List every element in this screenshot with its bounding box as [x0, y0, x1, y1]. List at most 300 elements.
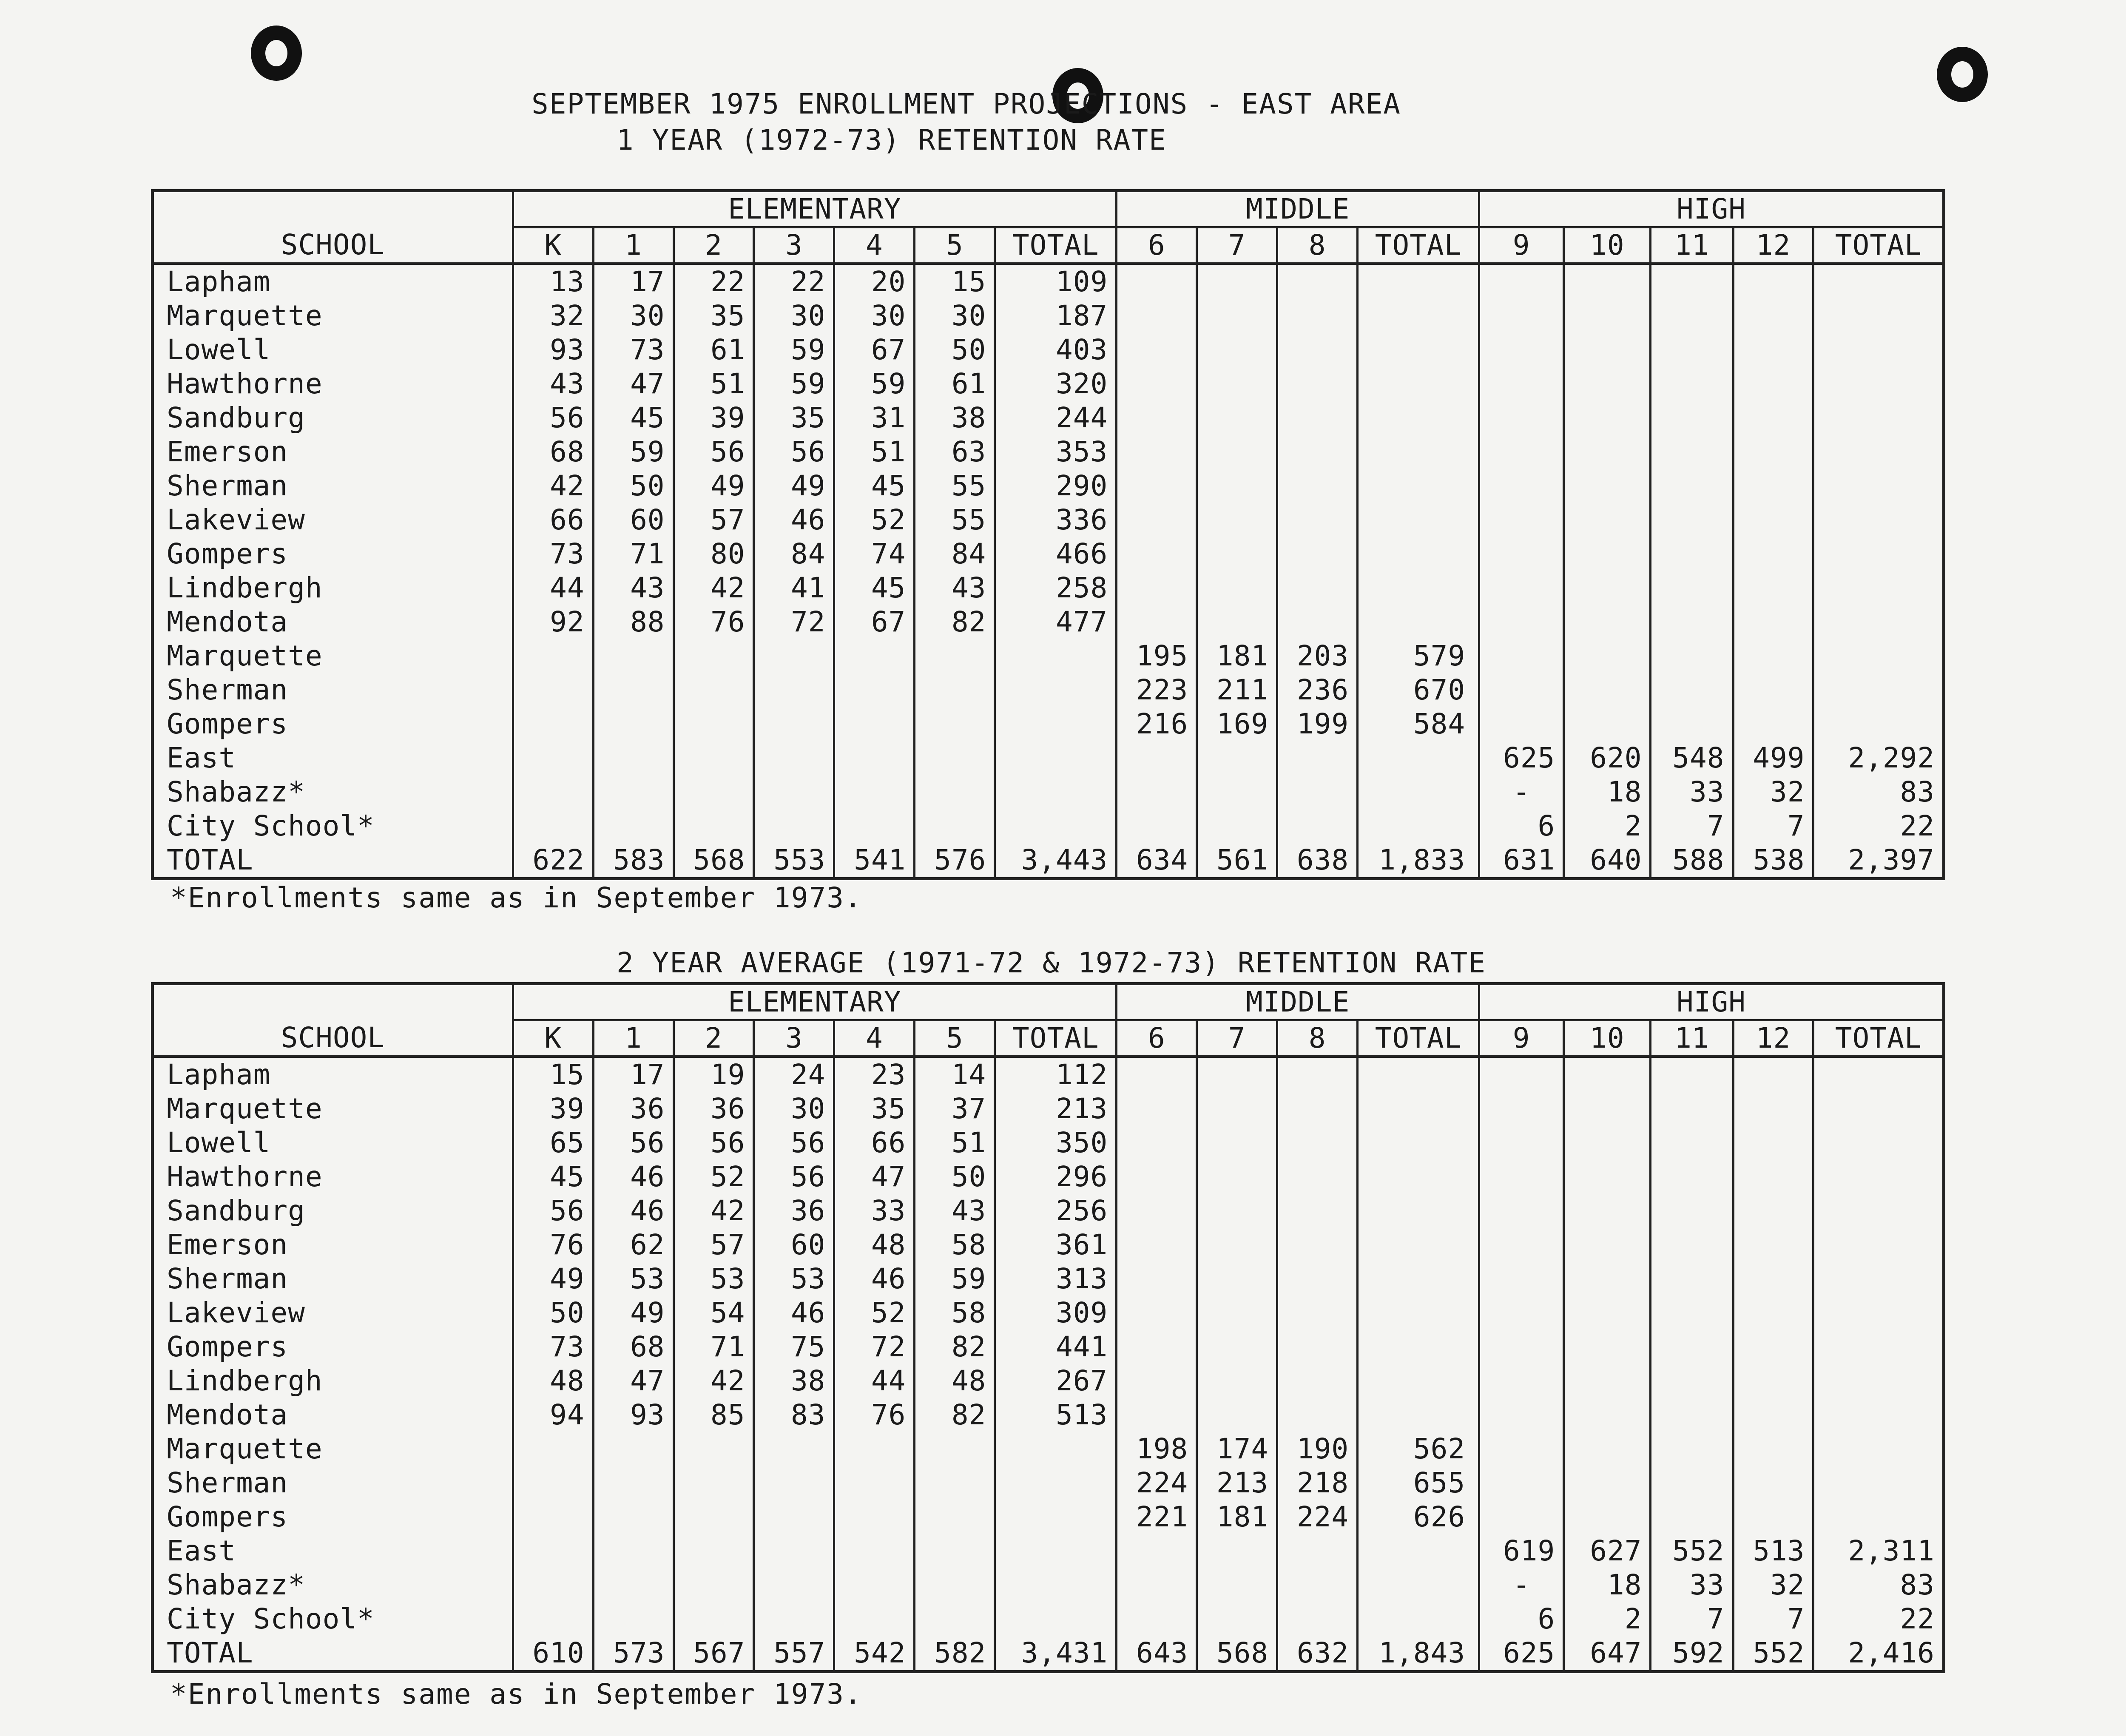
middle-value-cell: [1358, 1160, 1479, 1194]
school-name-cell: Emerson: [153, 1228, 513, 1262]
elem-value-cell: 557: [754, 1636, 834, 1672]
elem-value-cell: 66: [834, 1126, 915, 1160]
middle-value-cell: 638: [1277, 843, 1358, 879]
middle-value-cell: [1197, 469, 1277, 503]
school-name-cell: Sherman: [153, 1262, 513, 1296]
school-name-cell: Lapham: [153, 264, 513, 299]
high-col-header: TOTAL: [1813, 1020, 1944, 1057]
elem-value-cell: 3,431: [995, 1636, 1117, 1672]
elem-value-cell: 52: [674, 1160, 754, 1194]
middle-value-cell: [1117, 1228, 1197, 1262]
middle-value-cell: 216: [1117, 707, 1197, 741]
elem-value-cell: 38: [915, 401, 995, 435]
middle-value-cell: 655: [1358, 1466, 1479, 1500]
elem-value-cell: [513, 1568, 593, 1602]
elementary-col-header: 3: [754, 1020, 834, 1057]
high-value-cell: [1733, 401, 1813, 435]
middle-col-header: 8: [1277, 227, 1358, 264]
high-value-cell: [1733, 469, 1813, 503]
high-value-cell: [1479, 264, 1564, 299]
high-value-cell: [1479, 1364, 1564, 1398]
high-value-cell: [1564, 639, 1651, 673]
middle-value-cell: 211: [1197, 673, 1277, 707]
middle-value-cell: [1358, 1398, 1479, 1432]
school-name-cell: Sandburg: [153, 401, 513, 435]
elem-value-cell: [754, 1602, 834, 1636]
elem-value-cell: 109: [995, 264, 1117, 299]
high-value-cell: [1733, 1126, 1813, 1160]
high-value-cell: [1651, 1057, 1733, 1092]
middle-value-cell: [1117, 1568, 1197, 1602]
middle-value-cell: [1358, 809, 1479, 843]
high-value-cell: [1651, 639, 1733, 673]
elem-value-cell: [513, 809, 593, 843]
elementary-col-header: 5: [915, 227, 995, 264]
elem-value-cell: 84: [915, 537, 995, 571]
elementary-col-header: 4: [834, 227, 915, 264]
table-row: [153, 367, 1944, 401]
middle-value-cell: [1277, 469, 1358, 503]
high-value-cell: [1564, 1466, 1651, 1500]
elem-value-cell: 92: [513, 605, 593, 639]
elem-value-cell: 258: [995, 571, 1117, 605]
high-value-cell: [1564, 333, 1651, 367]
high-value-cell: [1651, 469, 1733, 503]
elem-value-cell: [754, 673, 834, 707]
school-name-cell: Sherman: [153, 1466, 513, 1500]
middle-value-cell: [1358, 741, 1479, 775]
high-value-cell: [1564, 673, 1651, 707]
school-name-cell: Lindbergh: [153, 1364, 513, 1398]
elem-value-cell: 61: [915, 367, 995, 401]
elem-value-cell: 15: [513, 1057, 593, 1092]
elem-value-cell: [593, 1568, 674, 1602]
middle-value-cell: [1358, 1330, 1479, 1364]
school-name-cell: Lakeview: [153, 1296, 513, 1330]
high-value-cell: [1564, 1194, 1651, 1228]
table-row: [153, 605, 1944, 639]
elem-value-cell: 53: [674, 1262, 754, 1296]
elem-value-cell: 84: [754, 537, 834, 571]
school-name-cell: City School*: [153, 809, 513, 843]
high-value-cell: 625: [1479, 1636, 1564, 1672]
middle-value-cell: [1117, 1092, 1197, 1126]
elem-value-cell: 309: [995, 1296, 1117, 1330]
high-value-cell: 548: [1651, 741, 1733, 775]
high-value-cell: [1733, 1228, 1813, 1262]
table-row: [153, 1228, 1944, 1262]
high-value-cell: [1651, 605, 1733, 639]
high-col-header: 9: [1479, 1020, 1564, 1057]
high-value-cell: [1564, 1364, 1651, 1398]
high-value-cell: 625: [1479, 741, 1564, 775]
column-header-row: [153, 227, 1944, 264]
elem-value-cell: 513: [995, 1398, 1117, 1432]
table-row: [153, 1466, 1944, 1500]
middle-value-cell: [1358, 503, 1479, 537]
table-row: [153, 1194, 1944, 1228]
high-value-cell: [1733, 1466, 1813, 1500]
middle-value-cell: [1358, 401, 1479, 435]
elem-value-cell: 83: [754, 1398, 834, 1432]
elem-value-cell: 47: [834, 1160, 915, 1194]
table-row: [153, 469, 1944, 503]
school-name-cell: TOTAL: [153, 1636, 513, 1672]
high-value-cell: [1479, 537, 1564, 571]
high-value-cell: [1564, 537, 1651, 571]
elem-value-cell: [754, 707, 834, 741]
school-name-cell: Lowell: [153, 333, 513, 367]
elem-value-cell: 50: [593, 469, 674, 503]
middle-value-cell: 181: [1197, 1500, 1277, 1534]
middle-value-cell: [1277, 1296, 1358, 1330]
school-name-cell: Emerson: [153, 435, 513, 469]
high-value-cell: [1813, 1398, 1944, 1432]
middle-value-cell: 561: [1197, 843, 1277, 879]
elem-value-cell: [915, 1602, 995, 1636]
elem-value-cell: [674, 1466, 754, 1500]
elem-value-cell: 336: [995, 503, 1117, 537]
high-value-cell: [1733, 605, 1813, 639]
high-value-cell: [1733, 1364, 1813, 1398]
middle-value-cell: 236: [1277, 673, 1358, 707]
elem-value-cell: [674, 1568, 754, 1602]
elem-value-cell: 59: [754, 333, 834, 367]
high-value-cell: 83: [1813, 775, 1944, 809]
elem-value-cell: 73: [513, 537, 593, 571]
high-value-cell: [1651, 435, 1733, 469]
high-value-cell: [1733, 299, 1813, 333]
elem-value-cell: 76: [674, 605, 754, 639]
high-value-cell: [1479, 571, 1564, 605]
elem-value-cell: [513, 1432, 593, 1466]
middle-value-cell: [1277, 1057, 1358, 1092]
elem-value-cell: [674, 741, 754, 775]
middle-value-cell: [1197, 435, 1277, 469]
high-value-cell: [1564, 367, 1651, 401]
elem-value-cell: 85: [674, 1398, 754, 1432]
school-name-cell: East: [153, 1534, 513, 1568]
elem-value-cell: 50: [915, 1160, 995, 1194]
high-value-cell: [1564, 264, 1651, 299]
high-value-cell: [1651, 537, 1733, 571]
elem-value-cell: 57: [674, 503, 754, 537]
middle-value-cell: 632: [1277, 1636, 1358, 1672]
elem-value-cell: [834, 639, 915, 673]
high-value-cell: [1564, 1057, 1651, 1092]
middle-value-cell: [1117, 741, 1197, 775]
elem-value-cell: 52: [834, 503, 915, 537]
elem-value-cell: [593, 707, 674, 741]
elem-value-cell: [674, 1602, 754, 1636]
middle-value-cell: 190: [1277, 1432, 1358, 1466]
elem-value-cell: 361: [995, 1228, 1117, 1262]
elem-value-cell: [834, 707, 915, 741]
elem-value-cell: [834, 1602, 915, 1636]
middle-value-cell: [1197, 1160, 1277, 1194]
high-value-cell: -: [1479, 1568, 1564, 1602]
elem-value-cell: [995, 1466, 1117, 1500]
middle-value-cell: [1277, 333, 1358, 367]
elem-value-cell: 56: [754, 1160, 834, 1194]
table-row: [153, 741, 1944, 775]
elem-value-cell: 88: [593, 605, 674, 639]
elem-value-cell: 46: [593, 1160, 674, 1194]
middle-value-cell: 181: [1197, 639, 1277, 673]
high-value-cell: 18: [1564, 775, 1651, 809]
high-value-cell: [1564, 1296, 1651, 1330]
high-value-cell: [1479, 333, 1564, 367]
elem-value-cell: 441: [995, 1330, 1117, 1364]
elem-value-cell: [754, 1568, 834, 1602]
middle-value-cell: [1117, 1398, 1197, 1432]
elem-value-cell: [995, 1534, 1117, 1568]
high-value-cell: [1813, 333, 1944, 367]
elem-value-cell: 82: [915, 1330, 995, 1364]
high-value-cell: [1651, 1432, 1733, 1466]
elementary-header: ELEMENTARY: [513, 984, 1117, 1020]
school-name-cell: Sherman: [153, 469, 513, 503]
middle-value-cell: [1197, 1534, 1277, 1568]
middle-value-cell: [1277, 775, 1358, 809]
middle-value-cell: 562: [1358, 1432, 1479, 1466]
elem-value-cell: [674, 673, 754, 707]
high-value-cell: [1564, 707, 1651, 741]
middle-value-cell: [1117, 1364, 1197, 1398]
elem-value-cell: [915, 639, 995, 673]
elem-value-cell: 56: [513, 401, 593, 435]
middle-value-cell: [1277, 605, 1358, 639]
middle-value-cell: [1117, 1160, 1197, 1194]
high-value-cell: [1813, 1194, 1944, 1228]
elementary-col-header: 5: [915, 1020, 995, 1057]
elem-value-cell: 19: [674, 1057, 754, 1092]
middle-value-cell: [1117, 537, 1197, 571]
elem-value-cell: 46: [593, 1194, 674, 1228]
elem-value-cell: [593, 809, 674, 843]
elem-value-cell: [995, 1432, 1117, 1466]
middle-value-cell: [1117, 435, 1197, 469]
table-row: [153, 639, 1944, 673]
table-row: [153, 1636, 1944, 1672]
elem-value-cell: [674, 1432, 754, 1466]
high-col-header: 12: [1733, 227, 1813, 264]
table1-caption: 1 YEAR (1972-73) RETENTION RATE: [617, 124, 1167, 156]
middle-value-cell: 223: [1117, 673, 1197, 707]
elem-value-cell: 45: [834, 469, 915, 503]
elem-value-cell: 43: [915, 1194, 995, 1228]
high-value-cell: [1733, 707, 1813, 741]
school-name-cell: Marquette: [153, 299, 513, 333]
high-value-cell: [1813, 1432, 1944, 1466]
high-value-cell: [1813, 605, 1944, 639]
elem-value-cell: [915, 741, 995, 775]
elementary-col-header: TOTAL: [995, 1020, 1117, 1057]
elem-value-cell: [915, 775, 995, 809]
high-value-cell: 7: [1651, 1602, 1733, 1636]
elem-value-cell: 47: [593, 1364, 674, 1398]
high-value-cell: 640: [1564, 843, 1651, 879]
school-name-cell: Gompers: [153, 1500, 513, 1534]
high-value-cell: [1733, 264, 1813, 299]
elem-value-cell: 350: [995, 1126, 1117, 1160]
middle-value-cell: [1197, 1330, 1277, 1364]
elem-value-cell: [754, 1432, 834, 1466]
middle-value-cell: 584: [1358, 707, 1479, 741]
high-value-cell: [1813, 571, 1944, 605]
middle-value-cell: [1117, 1534, 1197, 1568]
middle-value-cell: [1117, 333, 1197, 367]
high-value-cell: -: [1479, 775, 1564, 809]
document-title: SEPTEMBER 1975 ENROLLMENT PROJECTIONS - EAST AREA: [532, 88, 1401, 120]
high-value-cell: [1733, 435, 1813, 469]
high-value-cell: [1479, 367, 1564, 401]
table-row: [153, 1296, 1944, 1330]
elem-value-cell: [674, 1534, 754, 1568]
high-value-cell: [1651, 401, 1733, 435]
elem-value-cell: 466: [995, 537, 1117, 571]
table-row: [153, 435, 1944, 469]
elem-value-cell: 403: [995, 333, 1117, 367]
elementary-col-header: 3: [754, 227, 834, 264]
middle-value-cell: [1197, 367, 1277, 401]
table-row: [153, 1568, 1944, 1602]
high-value-cell: 2,311: [1813, 1534, 1944, 1568]
middle-value-cell: [1358, 775, 1479, 809]
middle-value-cell: [1197, 299, 1277, 333]
elem-value-cell: 49: [754, 469, 834, 503]
elem-value-cell: 49: [513, 1262, 593, 1296]
middle-value-cell: 1,833: [1358, 843, 1479, 879]
high-value-cell: [1651, 1092, 1733, 1126]
elem-value-cell: 30: [915, 299, 995, 333]
elem-value-cell: 256: [995, 1194, 1117, 1228]
school-header-spacer: [153, 191, 513, 227]
elem-value-cell: 622: [513, 843, 593, 879]
elem-value-cell: 50: [915, 333, 995, 367]
high-value-cell: [1651, 1500, 1733, 1534]
high-value-cell: [1813, 503, 1944, 537]
elem-value-cell: 610: [513, 1636, 593, 1672]
elem-value-cell: 36: [593, 1092, 674, 1126]
high-value-cell: [1564, 1092, 1651, 1126]
elem-value-cell: 36: [754, 1194, 834, 1228]
elem-value-cell: 67: [834, 333, 915, 367]
elementary-col-header: 1: [593, 227, 674, 264]
elementary-col-header: K: [513, 1020, 593, 1057]
elem-value-cell: 112: [995, 1057, 1117, 1092]
elem-value-cell: 55: [915, 469, 995, 503]
elem-value-cell: [834, 1534, 915, 1568]
high-value-cell: [1479, 639, 1564, 673]
table-row: [153, 775, 1944, 809]
elem-value-cell: 62: [593, 1228, 674, 1262]
high-value-cell: [1651, 1398, 1733, 1432]
middle-col-header: TOTAL: [1358, 227, 1479, 264]
middle-value-cell: [1277, 1262, 1358, 1296]
elem-value-cell: 80: [674, 537, 754, 571]
middle-col-header: 7: [1197, 1020, 1277, 1057]
middle-value-cell: [1197, 264, 1277, 299]
high-value-cell: 2: [1564, 1602, 1651, 1636]
elem-value-cell: [513, 1602, 593, 1636]
high-value-cell: [1813, 1364, 1944, 1398]
elem-value-cell: 73: [513, 1330, 593, 1364]
middle-value-cell: [1277, 1228, 1358, 1262]
elem-value-cell: [995, 1602, 1117, 1636]
school-name-cell: Gompers: [153, 537, 513, 571]
elem-value-cell: [513, 673, 593, 707]
high-value-cell: [1651, 673, 1733, 707]
high-value-cell: [1564, 469, 1651, 503]
high-value-cell: [1479, 707, 1564, 741]
middle-value-cell: [1117, 1057, 1197, 1092]
middle-value-cell: 579: [1358, 639, 1479, 673]
high-value-cell: [1564, 503, 1651, 537]
high-value-cell: 7: [1651, 809, 1733, 843]
high-value-cell: 83: [1813, 1568, 1944, 1602]
elem-value-cell: 56: [674, 1126, 754, 1160]
elem-value-cell: [915, 1568, 995, 1602]
high-value-cell: [1813, 401, 1944, 435]
high-value-cell: 538: [1733, 843, 1813, 879]
middle-value-cell: [1358, 1364, 1479, 1398]
elem-value-cell: 576: [915, 843, 995, 879]
middle-value-cell: [1358, 1228, 1479, 1262]
elem-value-cell: 30: [834, 299, 915, 333]
elem-value-cell: [593, 1602, 674, 1636]
elem-value-cell: [995, 673, 1117, 707]
high-value-cell: [1564, 435, 1651, 469]
table-row: [153, 299, 1944, 333]
elem-value-cell: [593, 1432, 674, 1466]
high-value-cell: [1651, 1160, 1733, 1194]
elem-value-cell: 72: [754, 605, 834, 639]
middle-value-cell: [1197, 1364, 1277, 1398]
high-value-cell: 552: [1651, 1534, 1733, 1568]
high-value-cell: [1813, 1330, 1944, 1364]
school-name-cell: Lowell: [153, 1126, 513, 1160]
elem-value-cell: 41: [754, 571, 834, 605]
middle-value-cell: [1277, 1194, 1358, 1228]
middle-value-cell: [1358, 1534, 1479, 1568]
elem-value-cell: 35: [674, 299, 754, 333]
elem-value-cell: 573: [593, 1636, 674, 1672]
high-col-header: TOTAL: [1813, 227, 1944, 264]
high-value-cell: [1651, 264, 1733, 299]
table-row: [153, 1602, 1944, 1636]
high-value-cell: [1479, 435, 1564, 469]
elementary-col-header: 2: [674, 227, 754, 264]
high-col-header: 11: [1651, 1020, 1733, 1057]
elem-value-cell: 313: [995, 1262, 1117, 1296]
elem-value-cell: 56: [754, 1126, 834, 1160]
school-name-cell: Hawthorne: [153, 1160, 513, 1194]
high-value-cell: 499: [1733, 741, 1813, 775]
middle-value-cell: [1197, 1262, 1277, 1296]
table-row: [153, 1160, 1944, 1194]
high-value-cell: [1479, 1330, 1564, 1364]
middle-value-cell: [1277, 264, 1358, 299]
high-value-cell: [1813, 1500, 1944, 1534]
middle-col-header: 8: [1277, 1020, 1358, 1057]
elem-value-cell: 56: [674, 435, 754, 469]
high-value-cell: [1651, 1330, 1733, 1364]
elem-value-cell: [754, 639, 834, 673]
footnote-2: *Enrollments same as in September 1973.: [170, 1678, 862, 1710]
high-value-cell: [1651, 1194, 1733, 1228]
elem-value-cell: 61: [674, 333, 754, 367]
